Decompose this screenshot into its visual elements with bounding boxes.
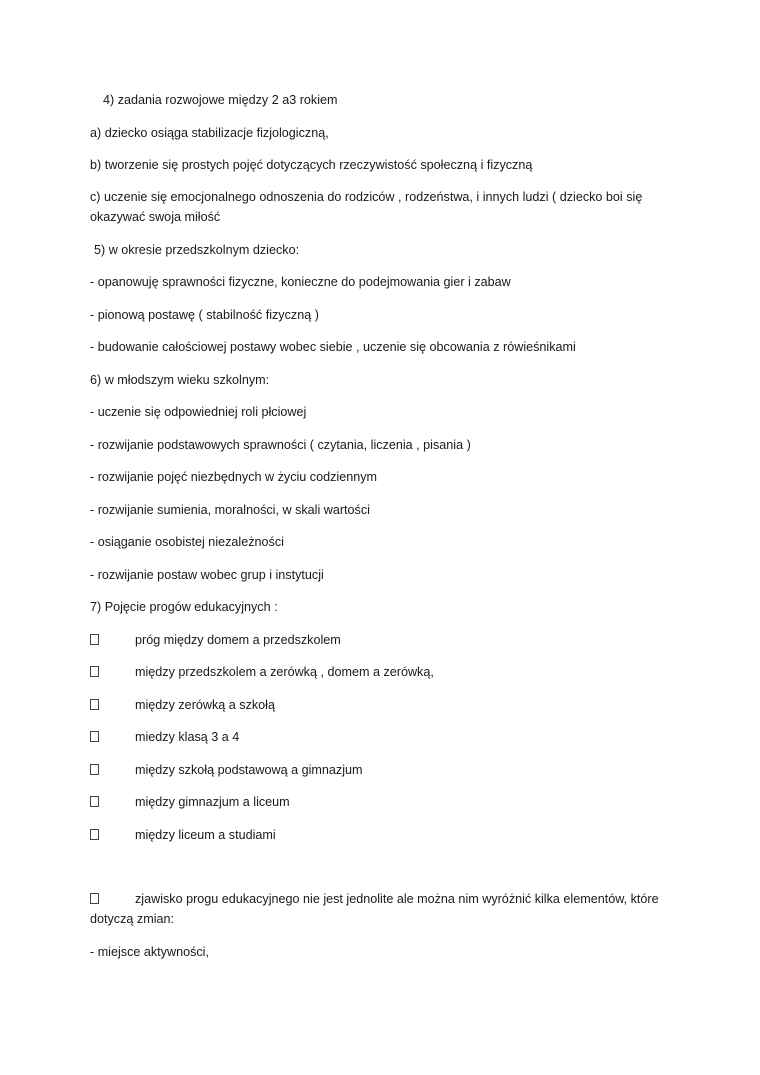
text-paragraph: c) uczenie się emocjonalnego odnoszenia do rodziców , rodzeństwa, i innych ludzi ( dziecko boi się okazywać swoja miłość	[90, 190, 643, 224]
heading-preschool: 5) w okresie przedszkolnym dziecko:	[94, 243, 300, 257]
list-item	[90, 826, 276, 844]
text-line: - rozwijanie sumienia, moralności, w skali wartości	[90, 503, 370, 517]
text-line: - osiąganie osobistej niezależności	[90, 535, 284, 549]
text-line: - uczenie się odpowiedniej roli płciowej	[90, 405, 307, 419]
list-item	[90, 631, 341, 649]
bullet-paragraph-text: zjawisko progu edukacyjnego nie jest jednolite ale można nim wyróżnić kilka elementów, które dotyczą zmian:	[90, 892, 659, 926]
list-item-text: między gimnazjum a liceum	[135, 795, 290, 809]
text-line: - rozwijanie pojęć niezbędnych w życiu codziennym	[90, 470, 377, 484]
list-item	[90, 793, 290, 811]
list-item-text: między zerówką a szkołą	[135, 698, 275, 712]
missing-glyph-icon	[90, 829, 99, 840]
text-line: - opanowuję sprawności fizyczne, konieczne do podejmowania gier i zabaw	[90, 275, 511, 289]
missing-glyph-icon	[90, 634, 99, 645]
missing-glyph-icon	[90, 699, 99, 710]
text-line: - miejsce aktywności,	[90, 945, 209, 959]
list-item-text: między przedszkolem a zerówką , domem a zerówką,	[135, 665, 434, 679]
heading-educational-thresholds: 7) Pojęcie progów edukacyjnych :	[90, 600, 278, 614]
heading-school-age: 6) w młodszym wieku szkolnym:	[90, 373, 270, 387]
missing-glyph-icon	[90, 796, 99, 807]
list-item-text: próg między domem a przedszkolem	[135, 633, 341, 647]
bullet-paragraph	[90, 889, 670, 929]
list-item	[90, 728, 240, 746]
text-line: b) tworzenie się prostych pojęć dotyczących rzeczywistość społeczną i fizyczną	[90, 158, 533, 172]
list-item-text: między liceum a studiami	[135, 828, 276, 842]
text-line: a) dziecko osiąga stabilizacje fizjologiczną,	[90, 126, 329, 140]
text-line: - budowanie całościowej postawy wobec siebie , uczenie się obcowania z rówieśnikami	[90, 340, 576, 354]
missing-glyph-icon	[90, 893, 99, 904]
list-item	[90, 663, 434, 681]
text-line: - rozwijanie podstawowych sprawności ( czytania, liczenia , pisania )	[90, 438, 471, 452]
list-item	[90, 761, 363, 779]
missing-glyph-icon	[90, 666, 99, 677]
missing-glyph-icon	[90, 731, 99, 742]
list-item	[90, 696, 275, 714]
heading-development-tasks: 4) zadania rozwojowe między 2 a3 rokiem	[103, 93, 338, 107]
list-item-text: między szkołą podstawową a gimnazjum	[135, 763, 363, 777]
list-item-text: miedzy klasą 3 a 4	[135, 730, 240, 744]
text-line: - rozwijanie postaw wobec grup i instytucji	[90, 568, 324, 582]
missing-glyph-icon	[90, 764, 99, 775]
text-line: - pionową postawę ( stabilność fizyczną )	[90, 308, 319, 322]
